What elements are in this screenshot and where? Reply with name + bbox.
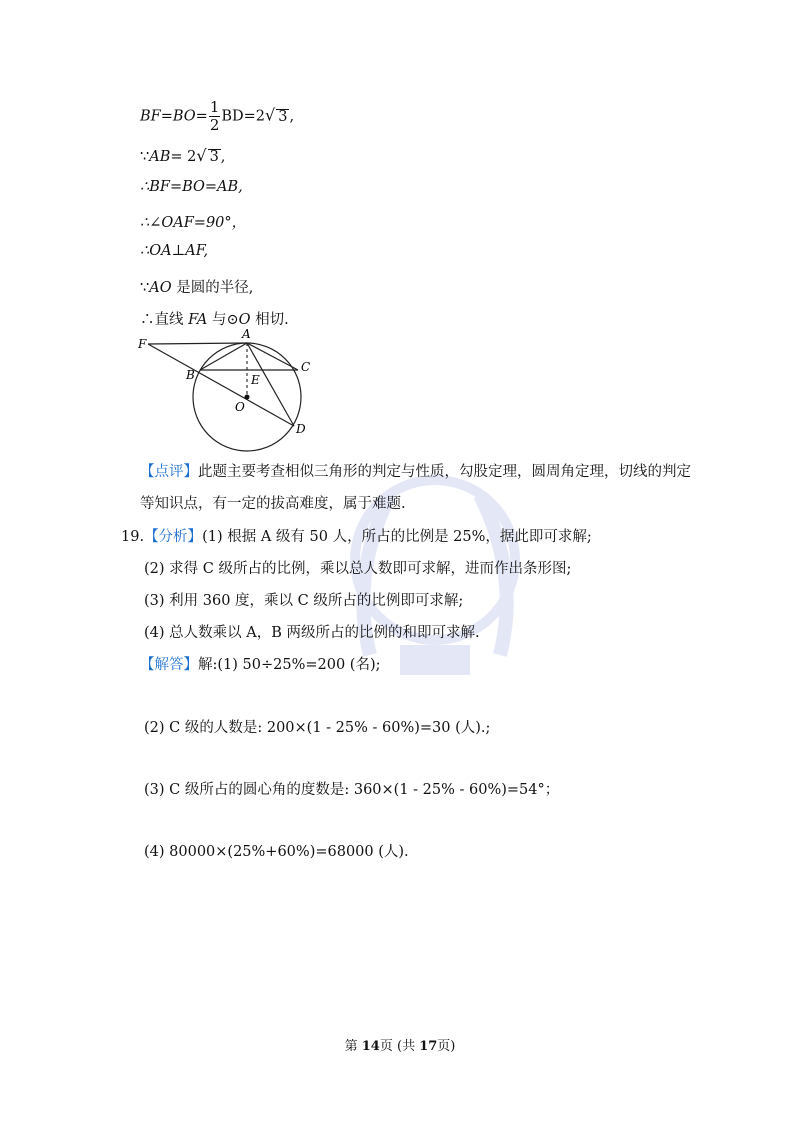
q19-analysis-line-1: 19.【分析】(1) 根据 A 级有 50 人，所占的比例是 25%，据此即可求解; [121, 529, 592, 545]
proof-line-6: ∵AO 是圆的半径, [140, 280, 254, 296]
proof-line-2: ∵AB= 2√ 3 , [140, 146, 226, 165]
total-pages: 17 [419, 1039, 438, 1054]
proof-line-7: ∴直线 FA 与⊙O 相切. [140, 312, 289, 328]
q19-analysis-line-4: (4) 总人数乘以 A，B 两级所占的比例的和即可求解. [144, 625, 480, 641]
line-ab [200, 343, 247, 370]
answer-tag: 【解答】 [140, 657, 198, 673]
fraction-half: $\frac{1}{2}$ [209, 98, 220, 134]
analysis-tag: 【分析】 [144, 529, 203, 545]
q19-analysis-line-3: (3) 利用 360 度，乘以 C 级所占的比例即可求解; [144, 593, 464, 609]
label-d: D [296, 422, 306, 436]
label-b: B [186, 368, 195, 382]
q19-answer-line-1: 【解答】解:(1) 50÷25%=200 (名); [140, 657, 381, 673]
label-f: F [138, 337, 147, 351]
proof-line-1: BF=BO= $\frac{1}{2}$ BD=2√ 3 , [140, 98, 295, 134]
label-a: A [242, 327, 251, 341]
q19-answer-line-3: (3) C 级所占的圆心角的度数是: 360×(1 - 25% - 60%)=54°； [144, 782, 560, 798]
label-e: E [251, 373, 260, 387]
proof-line-4: ∴∠OAF=90°， [140, 215, 247, 231]
label-c: C [301, 360, 311, 374]
comment-line-1: 【点评】此题主要考查相似三角形的判定与性质，勾股定理，圆周角定理，切线的判定 [140, 464, 691, 480]
q19-analysis-line-2: (2) 求得 C 级所占的比例，乘以总人数即可求解，进而作出条形图; [144, 561, 572, 577]
line-fa [148, 343, 247, 344]
comment-tag: 【点评】 [140, 464, 198, 480]
page-footer: 第 14页 (共 17页) [344, 1039, 456, 1054]
current-page: 14 [361, 1039, 380, 1054]
comment-line-2: 等知识点，有一定的拔高难度，属于难题. [140, 496, 406, 512]
q19-answer-line-2: (2) C 级的人数是: 200×(1 - 25% - 60%)=30 (人).; [144, 720, 491, 736]
q19-answer-line-4: (4) 80000×(25%+60%)=68000 (人). [144, 844, 409, 860]
proof-line-3: ∴BF=BO=AB, [140, 179, 243, 195]
proof-line-5: ∴OA⊥AF, [140, 243, 209, 259]
label-o: O [235, 400, 245, 414]
point-o [245, 395, 250, 400]
geometry-figure [130, 325, 320, 455]
